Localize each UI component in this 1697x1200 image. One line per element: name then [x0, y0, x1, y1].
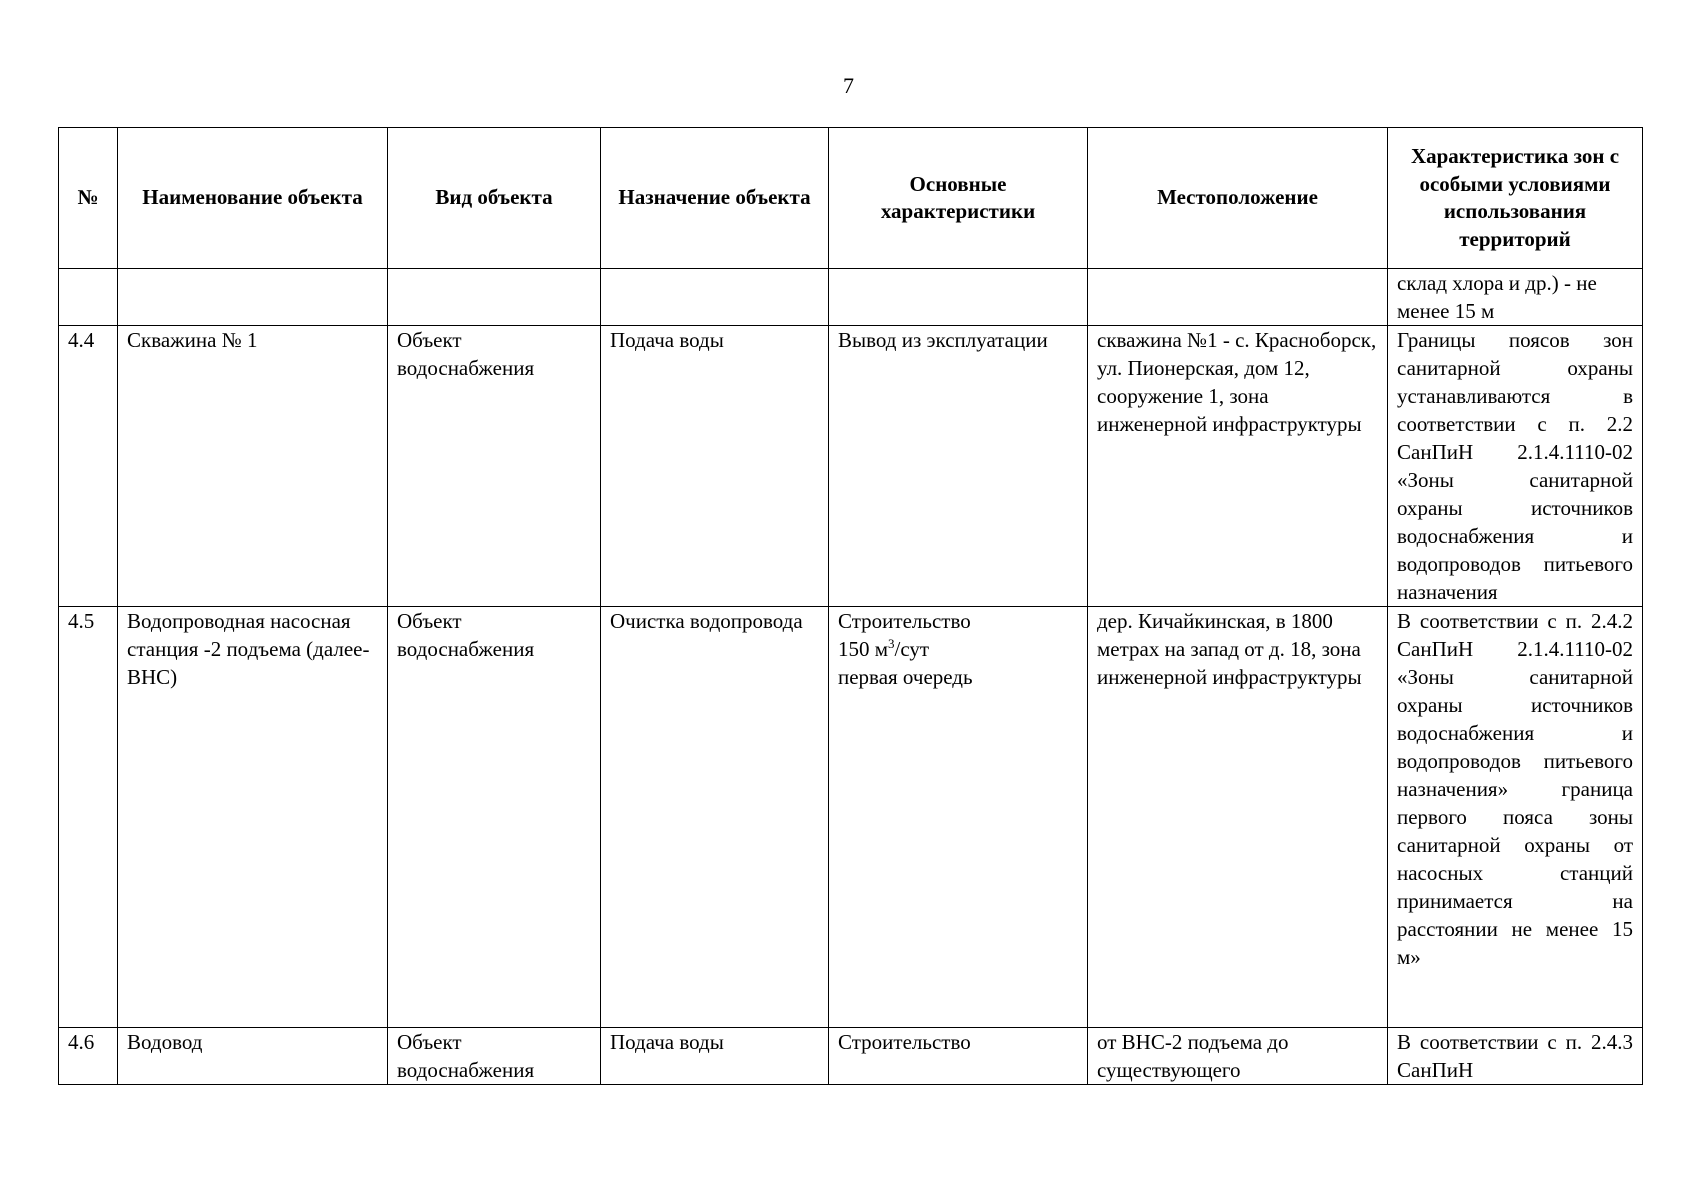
cell-number: 4.6: [59, 1028, 118, 1085]
cell-name: [118, 269, 388, 326]
cell-name: Водопроводная насосная станция -2 подъема (далее-ВНС): [118, 607, 388, 1028]
cell-name: Скважина № 1: [118, 326, 388, 607]
cell-purpose: Очистка водопровода: [601, 607, 829, 1028]
cell-name: Водовод: [118, 1028, 388, 1085]
cell-number: 4.5: [59, 607, 118, 1028]
header-purpose: Назначение объекта: [601, 128, 829, 269]
cell-location: [1088, 269, 1388, 326]
cell-zones: Границы поясов зон санитарной охраны устанавливаются в соответствии с п. 2.2 СанПиН 2.1.4.1110-02 «Зоны санитарной охраны источников водоснабжения и водопроводов питьевого назначения: [1388, 326, 1643, 607]
characteristics-action: Строительство: [838, 609, 971, 633]
characteristics-stage: первая очередь: [838, 665, 973, 689]
page-number: 7: [843, 73, 854, 98]
table-row: [59, 1028, 1643, 1085]
cell-characteristics: Вывод из эксплуатации: [829, 326, 1088, 607]
cell-location: от ВНС-2 подъема до существующего: [1088, 1028, 1388, 1085]
cell-type: Объект водоснабжения: [388, 607, 601, 1028]
cell-type: [388, 269, 601, 326]
cell-number: 4.4: [59, 326, 118, 607]
table-header-row: [59, 128, 1643, 269]
cell-zones: В соответствии с п. 2.4.2 СанПиН 2.1.4.1110-02 «Зоны санитарной охраны источников водоснабжения и водопроводов питьевого назначения» граница первого пояса зоны санитарной охраны от насосных станций принимается на расстоянии не менее 15 м»: [1388, 607, 1643, 1028]
cell-location: дер. Кичайкинская, в 1800 метрах на запад от д. 18, зона инженерной инфраструктуры: [1088, 607, 1388, 1028]
cell-type: Объект водоснабжения: [388, 326, 601, 607]
table-row: [59, 269, 1643, 326]
capacity-unit: /сут: [894, 637, 930, 661]
capacity-value: 150 м: [838, 637, 889, 661]
table-row: [59, 607, 1643, 1028]
cell-purpose: Подача воды: [601, 1028, 829, 1085]
cell-zones: В соответствии с п. 2.4.3 СанПиН: [1388, 1028, 1643, 1085]
cell-purpose: Подача воды: [601, 326, 829, 607]
cell-number: [59, 269, 118, 326]
cell-location: скважина №1 - с. Красноборск, ул. Пионерская, дом 12, сооружение 1, зона инженерной инфраструктуры: [1088, 326, 1388, 607]
cell-characteristics: Строительство: [829, 1028, 1088, 1085]
header-location: Местоположение: [1088, 128, 1388, 269]
header-name: Наименование объекта: [118, 128, 388, 269]
cell-characteristics: [829, 269, 1088, 326]
cell-type: Объект водоснабжения: [388, 1028, 601, 1085]
cell-purpose: [601, 269, 829, 326]
header-zones: Характеристика зон с особыми условиями использования территорий: [1388, 128, 1643, 269]
header-type: Вид объекта: [388, 128, 601, 269]
objects-table: [58, 127, 1643, 1085]
table-row: [59, 326, 1643, 607]
header-characteristics: Основные характеристики: [829, 128, 1088, 269]
characteristics-capacity: [838, 635, 1078, 663]
header-number: №: [59, 128, 118, 269]
capacity-exponent: 3: [888, 636, 895, 651]
cell-zones: склад хлора и др.) - не менее 15 м: [1388, 269, 1643, 326]
cell-characteristics: [829, 607, 1088, 1028]
